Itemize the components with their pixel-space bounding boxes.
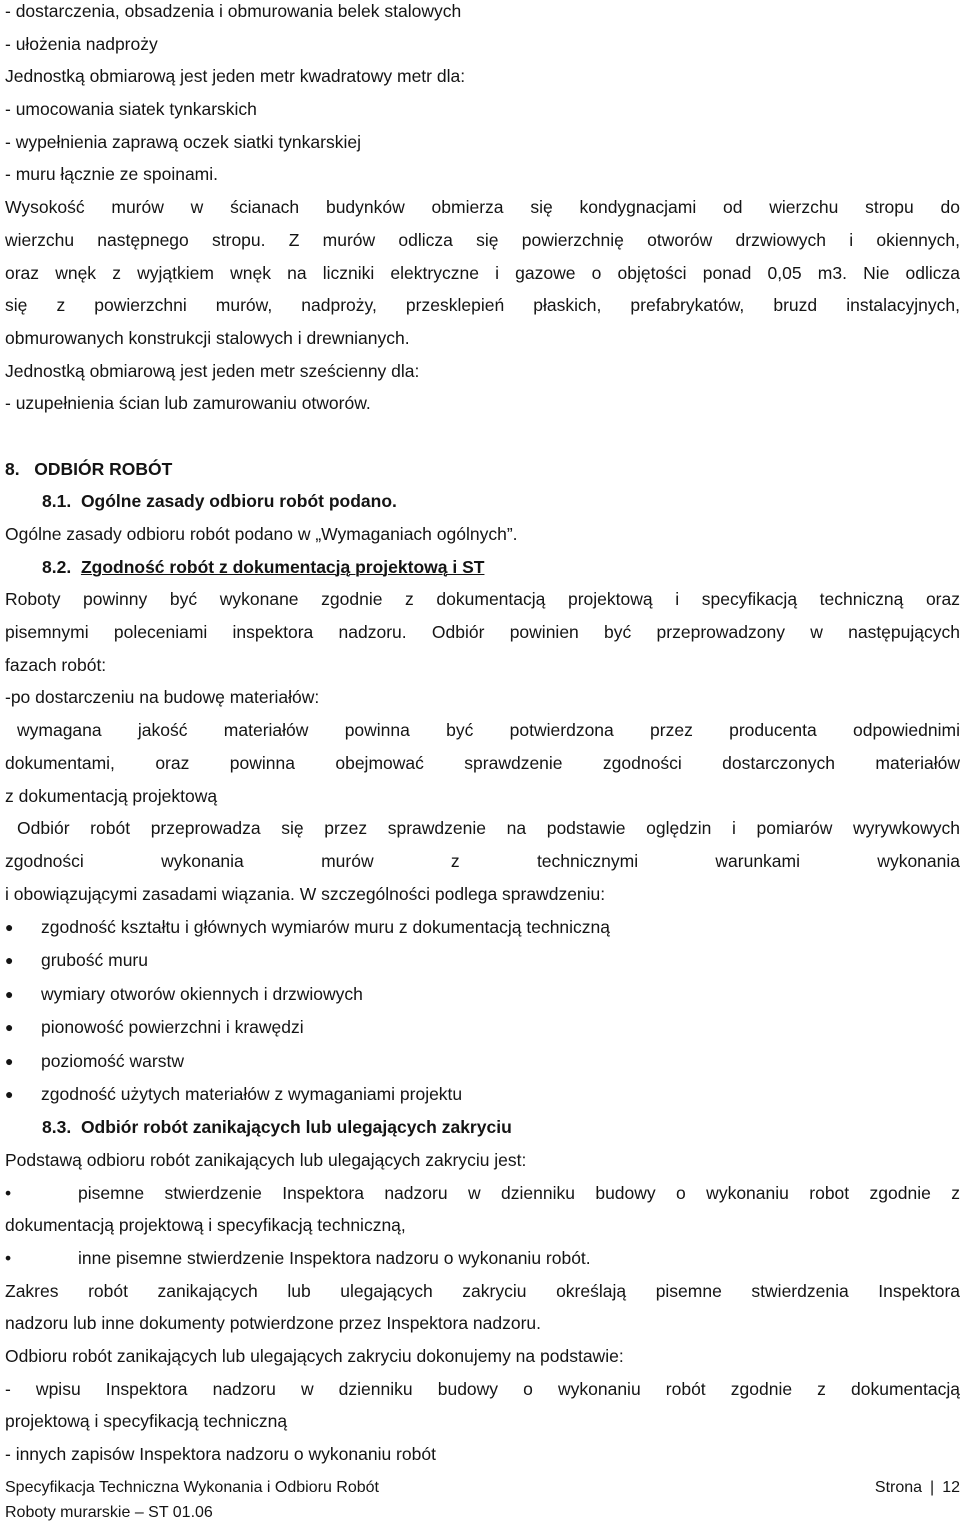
text-line: Jednostką obmiarową jest jeden metr sześcienny dla:	[5, 360, 420, 381]
text-line: pisemnymi poleceniami inspektora nadzoru. Odbiór powinien być przeprowadzony w następujących	[5, 622, 960, 643]
page-label: Strona	[874, 1479, 923, 1496]
text-line: nadzoru lub inne dokumenty potwierdzone przez Inspektora nadzoru.	[5, 1313, 542, 1334]
text-line: -po dostarczeniu na budowę materiałów:	[5, 687, 320, 708]
text-line: - wpisu Inspektora nadzoru w dzienniku budowy o wykonaniu robót zgodnie z dokumentacją	[5, 1378, 960, 1399]
text-line: Odbioru robót zanikających lub ulegających zakryciu dokonujemy na podstawie:	[5, 1346, 624, 1367]
subsection-number: 8.3.	[42, 1117, 72, 1138]
text-line: dokumentami, oraz powinna obejmować sprawdzenie zgodności dostarczonych materiałów	[5, 752, 960, 773]
text-line: oraz wnęk z wyjątkiem wnęk na liczniki elektryczne i gazowe o objętości ponad 0,05 m3. Nie odlicza	[5, 262, 960, 283]
text-line: wymagana jakość materiałów powinna być potwierdzona przez producenta odpowiednimi	[17, 720, 960, 741]
footer-subtitle: Roboty murarskie – ST 01.06	[5, 1504, 213, 1521]
bullet-icon: ●	[5, 1052, 14, 1069]
list-item	[5, 944, 960, 978]
text-line: Jednostką obmiarową jest jeden metr kwadratowy metr dla:	[5, 66, 466, 87]
list-item-text: wymiary otworów okiennych i drzwiowych	[41, 983, 363, 1004]
text-line: Ogólne zasady odbioru robót podano w „Wymaganiach ogólnych”.	[5, 524, 518, 544]
subsection-title: Ogólne zasady odbioru robót podano.	[80, 491, 397, 512]
text-line: - ułożenia nadproży	[5, 33, 158, 54]
text-line: Roboty powinny być wykonane zgodnie z dokumentacją projektową i specyfikacją techniczną oraz	[5, 589, 960, 610]
subsection-number: 8.2.	[42, 556, 72, 577]
text-line: - uzupełnienia ścian lub zamurowaniu otworów.	[5, 393, 371, 414]
subsection-heading-8-1	[5, 485, 960, 518]
section-number: 8.	[5, 458, 20, 479]
text-line: Zakres robót zanikających lub ulegających zakryciu określają pisemne stwierdzenia Inspektora	[5, 1280, 960, 1301]
text-line: fazach robót:	[5, 654, 107, 675]
list-item	[5, 910, 960, 944]
text-line: wierzchu następnego stropu. Z murów odlicza się powierzchnię otworów drzwiowych i okiennych,	[5, 229, 960, 250]
page-footer	[5, 1475, 960, 1525]
list-item-text: zgodność kształtu i głównych wymiarów muru z dokumentacją techniczną	[41, 916, 611, 937]
list-item	[5, 1177, 960, 1210]
list-item	[5, 977, 960, 1011]
subsection-title: Odbiór robót zanikających lub ulegających zakryciu	[80, 1117, 512, 1138]
text-line: obmurowanych konstrukcji stalowych i drewnianych.	[5, 327, 410, 348]
list-item-text: pionowość powierzchni i krawędzi	[41, 1017, 304, 1038]
bullet-icon: •	[5, 1248, 12, 1268]
bullet-icon: ●	[5, 918, 14, 935]
text-line: dokumentacją projektową i specyfikacją techniczną,	[5, 1215, 406, 1236]
text-line: projektową i specyfikacją techniczną	[5, 1411, 288, 1432]
page-separator: |	[930, 1479, 935, 1496]
subsection-heading-8-2	[5, 551, 960, 584]
bullet-icon: ●	[5, 1019, 14, 1036]
list-item	[5, 1044, 960, 1078]
subsection-title: Zgodność robót z dokumentacją projektową i ST	[80, 556, 485, 577]
text-line: z dokumentacją projektową	[5, 785, 218, 806]
text-line: - umocowania siatek tynkarskich	[5, 99, 257, 120]
text-line: Odbiór robót przeprowadza się przez sprawdzenie na podstawie oględzin i pomiarów wyrywkowych	[17, 818, 960, 839]
bullet-icon: ●	[5, 952, 14, 969]
subsection-number: 8.1.	[42, 491, 72, 512]
footer-doc-title: Specyfikacja Techniczna Wykonania i Odbioru Robót	[5, 1479, 379, 1496]
subsection-heading-8-3	[5, 1111, 960, 1144]
spacer	[5, 420, 960, 453]
list-item-text: grubość muru	[41, 950, 148, 971]
text-line: - wypełnienia zaprawą oczek siatki tynkarskiej	[5, 131, 361, 152]
text-line: - innych zapisów Inspektora nadzoru o wykonaniu robót	[5, 1444, 436, 1465]
section-title: ODBIÓR ROBÓT	[34, 458, 173, 479]
text-line: i obowiązującymi zasadami wiązania. W szczególności podlega sprawdzeniu:	[5, 883, 606, 904]
text-line: - muru łącznie ze spoinami.	[5, 164, 218, 185]
bullet-icon: ●	[5, 985, 14, 1002]
text-line: - dostarczenia, obsadzenia i obmurowania belek stalowych	[5, 1, 462, 21]
list-item	[5, 1078, 960, 1112]
list-item-text: zgodność użytych materiałów z wymaganiami projektu	[41, 1084, 463, 1105]
page-number: 12	[942, 1479, 960, 1496]
bullet-icon: •	[5, 1182, 12, 1203]
text-line: Wysokość murów w ścianach budynków obmierza się kondygnacjami od wierzchu stropu do	[5, 197, 960, 218]
text-line: się z powierzchni murów, nadproży, przesklepień płaskich, prefabrykatów, bruzd instalacyjnych,	[5, 295, 960, 316]
text-line: zgodności wykonania murów z technicznymi warunkami wykonania	[5, 850, 960, 871]
list-item-text: inne pisemne stwierdzenie Inspektora nadzoru o wykonaniu robót.	[78, 1248, 591, 1268]
page-number-block	[875, 1475, 960, 1500]
list-item	[5, 1242, 960, 1275]
document-page	[5, 0, 960, 1471]
list-item-text: poziomość warstw	[41, 1050, 184, 1071]
section-heading-8	[5, 453, 960, 486]
list-item-text: pisemne stwierdzenie Inspektora nadzoru w dzienniku budowy o wykonaniu robot zgodnie z	[78, 1182, 960, 1203]
bullet-icon: ●	[5, 1086, 14, 1103]
list-item	[5, 1011, 960, 1045]
text-line: Podstawą odbioru robót zanikających lub ulegających zakryciu jest:	[5, 1149, 527, 1170]
